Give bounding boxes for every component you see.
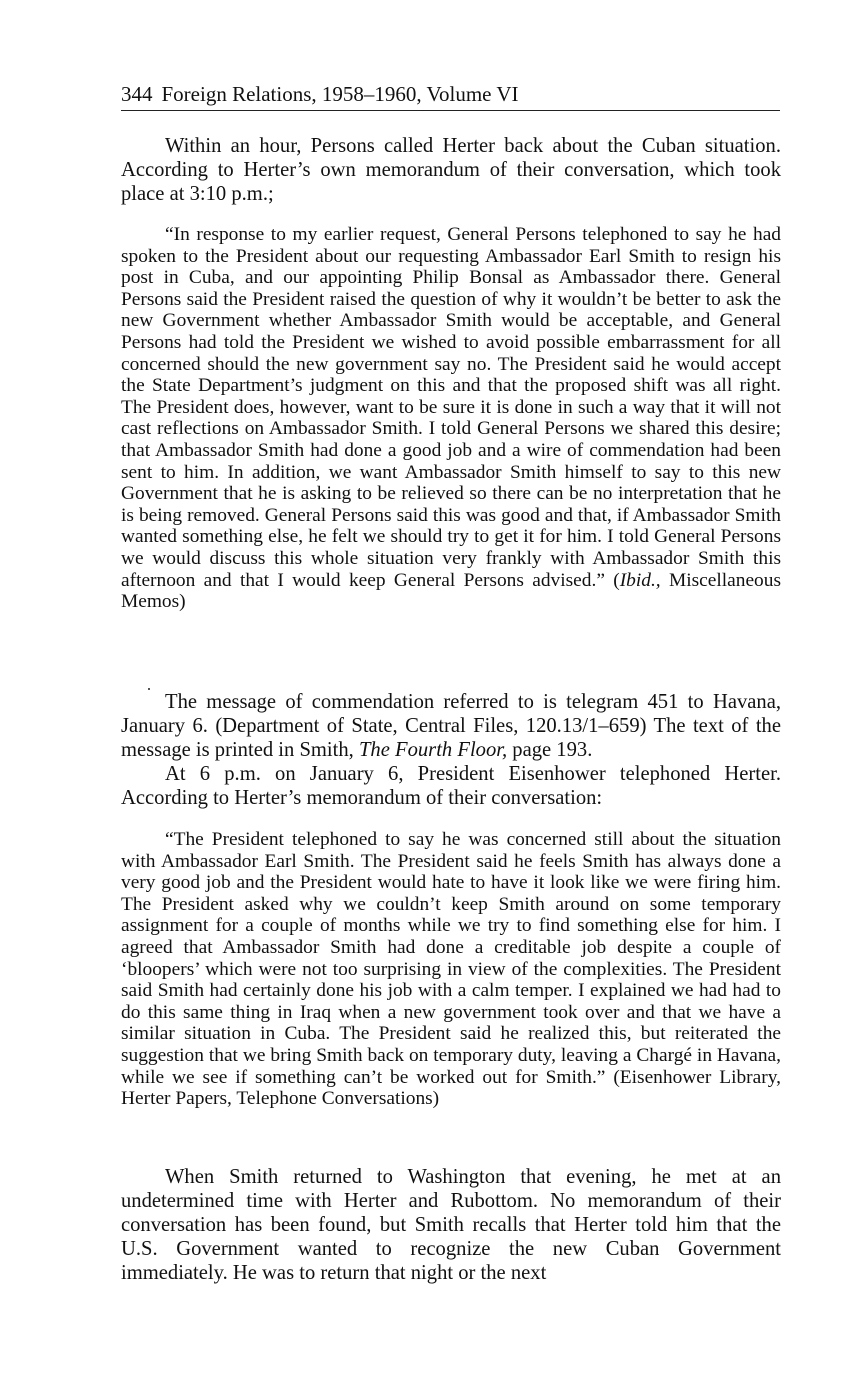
paragraph-tail: page 193. <box>507 739 593 761</box>
paragraph-text: At 6 p.m. on January 6, President Eisenhower telephoned Herter. According to Herter’s memorandum of their conversation: <box>121 763 781 809</box>
paragraph-text <box>121 690 781 762</box>
block-quote-persons-memo <box>121 224 781 613</box>
paragraph-commendation <box>121 690 781 810</box>
block-quote-text: “The President telephoned to say he was concerned still about the situation with Ambassador Earl Smith. The President said he feels Smith has always done a very good job and the President would hate to have it look like we were firing him. The President asked why we couldn’t keep Smith around on some temporary assignment for a couple of months while we try to find something else for him. I agreed that Ambassador Smith had done a creditable job despite a couple of ‘bloopers’ which were not too surprising in view of the complexities. The President said Smith had certainly done his job with a calm temper. I explained we had had to do this same thing in Iraq when a new government took over and that we have a similar situation in Cuba. The President said he realized this, but reiterated the suggestion that we bring Smith back on temporary duty, leaving a Chargé in Havana, while we see if something can’t be worked out for Smith.” (Eisenhower Library, Herter Papers, Telephone Conversations) <box>121 829 781 1110</box>
paragraph-smith-return <box>121 1165 781 1285</box>
running-header <box>121 82 780 111</box>
block-quote-president-call <box>121 829 781 1110</box>
paragraph-body: The message of commendation referred to is telegram 451 to Havana, January 6. (Department of State, Central Files, 120.13/1–659) The text of the message is printed in Smith, <box>121 691 781 761</box>
paragraph-text: Within an hour, Persons called Herter back about the Cuban situation. According to Herter’s own memorandum of their conversation, which took place at 3:10 p.m.; <box>121 135 781 205</box>
quote-body: “In response to my earlier request, General Persons telephoned to say he had spoken to the President about our requesting Ambassador Earl Smith to resign his post in Cuba, and our appointing Philip Bonsal as Ambassador there. General Persons said the President raised the question of why it wouldn’t be better to ask the new Government whether Ambassador Smith would be acceptable, and General Persons had told the President we wished to avoid possible embarrassment for all concerned should the new government say no. The President said he would accept the State Department’s judgment on this and that the proposed shift was all right. The President does, however, want to be sure it is done in such a way that it will not cast reflections on Ambassador Smith. I told General Persons we shared this desire; that Ambassador Smith had done a good job and a wire of commendation had been sent to him. In addition, we want Ambassador Smith himself to say to this new Government that he is asking to be relieved so there can be no interpretation that he is being removed. General Persons said this was good and that, if Ambassador Smith wanted something else, he felt we should try to get it for him. I told General Persons we would discuss this whole situation very frankly with Ambassador Smith this afternoon and that I would keep General Persons advised.” ( <box>121 224 781 591</box>
paragraph-intro <box>121 134 781 206</box>
book-title: The Fourth Floor, <box>358 739 508 761</box>
volume-title: Foreign Relations, 1958–1960, Volume VI <box>161 82 519 106</box>
page-number: 344 <box>121 82 153 106</box>
block-quote-text <box>121 224 781 613</box>
citation-ibid: Ibid., <box>619 569 661 591</box>
citation-source: Miscellaneous Memos) <box>121 569 781 613</box>
paragraph-text: When Smith returned to Washington that evening, he met at an undetermined time with Herter and Rubottom. No memorandum of their conversation has been found, but Smith recalls that Herter told him that the U.S. Government wanted to recognize the new Cuban Government immediately. He was to return that night or the next <box>121 1166 781 1284</box>
